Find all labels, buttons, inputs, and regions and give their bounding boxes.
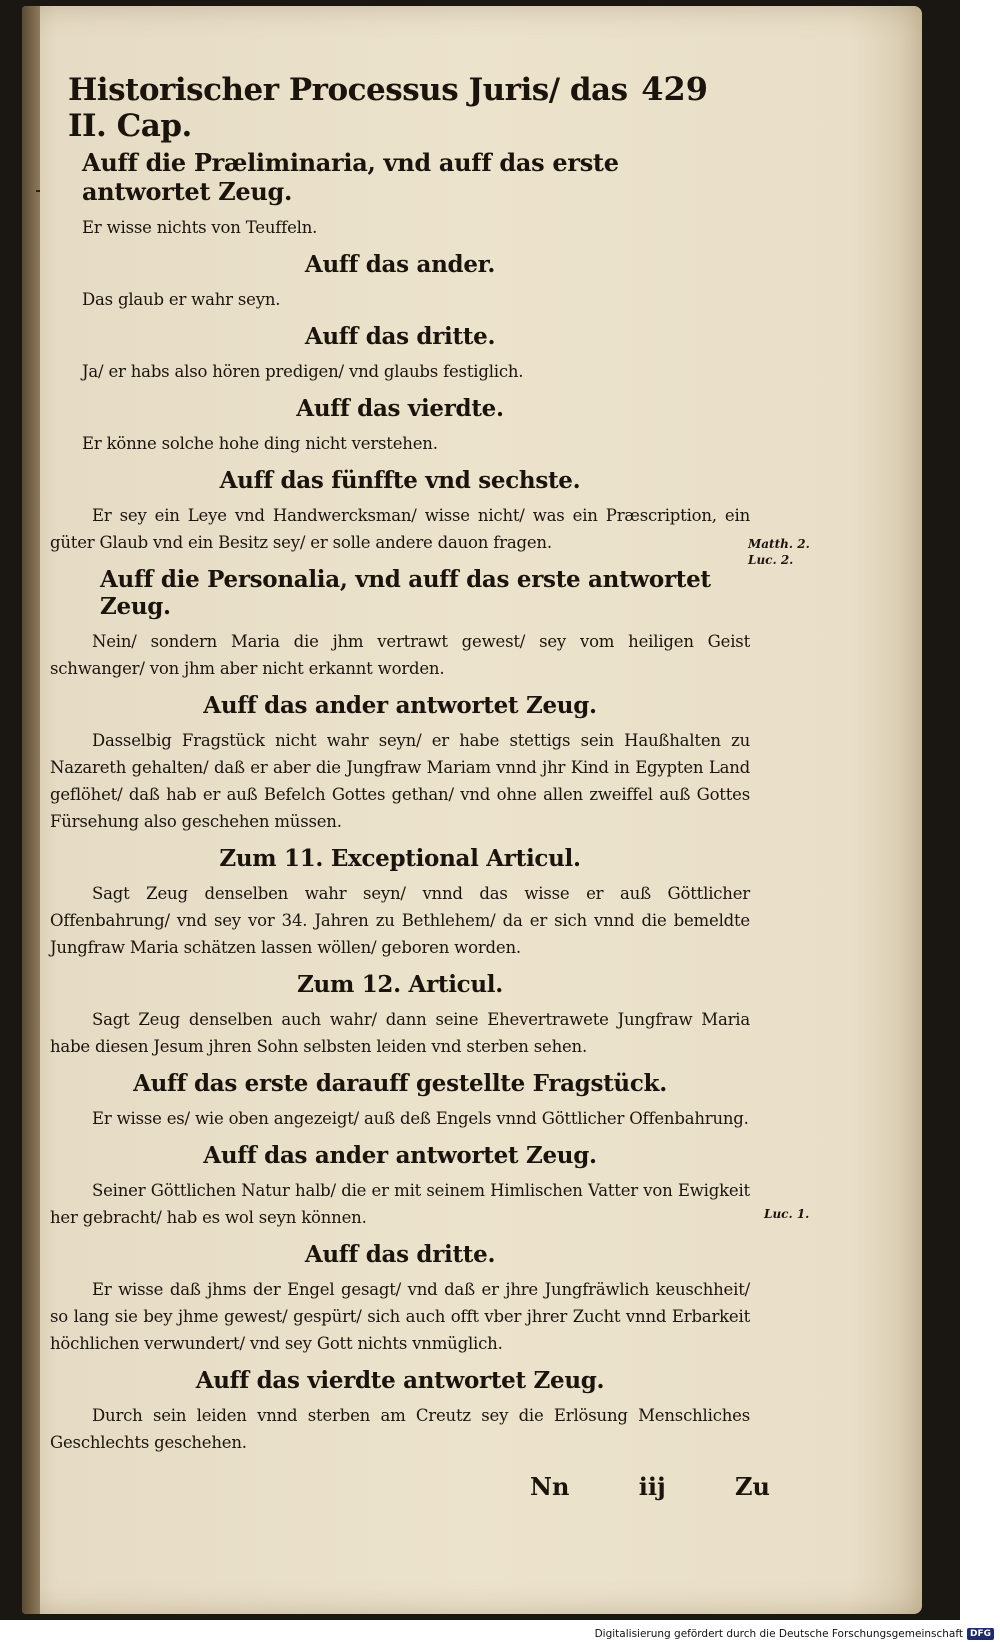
- paragraph: Er wisse es/ wie oben angezeigt/ auß deß Engels vnnd Göttlicher Offenbahrung.: [92, 1109, 749, 1128]
- paragraph: Nein/ sondern Maria die jhm vertrawt gewest/ sey vom heiligen Geist schwanger/ von jhm aber nicht erkannt worden.: [50, 632, 750, 678]
- dfg-logo: DFG: [967, 1628, 994, 1640]
- page-number: 429: [641, 70, 708, 108]
- paragraph: Er wisse nichts von Teuffeln.: [82, 218, 318, 237]
- signature-mark: Nn: [530, 1472, 570, 1501]
- section-heading: Auff das erste darauff gestellte Fragstück.: [133, 1070, 667, 1097]
- paragraph: Ja/ er habs also hören predigen/ vnd glaubs festiglich.: [82, 362, 524, 381]
- margin-note: Luc. 1.: [764, 1207, 810, 1221]
- paragraph: Er wisse daß jhms der Engel gesagt/ vnd daß er jhre Jungfräwlich keuschheit/ so lang sie bey jhme gewest/ gespürt/ sich auch offt vber jhrer Zucht vnnd Erbarkeit höchlichen verwundert/ vnd sey Gott nichts vnmüglich.: [50, 1280, 750, 1353]
- section-heading: Auff das vierdte antwortet Zeug.: [195, 1367, 605, 1394]
- margin-note: Matth. 2. Luc. 2.: [748, 537, 810, 567]
- section-heading: Auff das fünffte vnd sechste.: [219, 467, 581, 494]
- catchword: Zu: [735, 1472, 770, 1501]
- paragraph: Er sey ein Leye vnd Handwercksman/ wisse nicht/ was ein Præscription, ein güter Glaub vnd ein Besitz sey/ er solle andere dauon fragen.: [50, 506, 750, 552]
- page-text: [50, 70, 770, 1501]
- footer: [595, 1628, 994, 1640]
- paragraph: Dasselbig Fragstück nicht wahr seyn/ er habe stettigs sein Haußhalten zu Nazareth gehalten/ daß er aber die Jungfraw Mariam vnnd jhr Kind in Egypten Land geflöhet/ daß hab er auß Befelch Gottes gethan/ vnd ohne allen zweiffel auß Gottes Fürsehung also geschehen müssen.: [50, 731, 750, 831]
- paragraph: Seiner Göttlichen Natur halb/ die er mit seinem Himlischen Vatter von Ewigkeit her gebracht/ hab es wol seyn können.: [50, 1181, 750, 1227]
- footer-text: Digitalisierung gefördert durch die Deutsche Forschungsgemeinschaft: [594, 1628, 963, 1640]
- section-heading: Auff das ander.: [304, 251, 496, 278]
- signature-number: iij: [638, 1472, 666, 1501]
- running-title: Historischer Processus Juris/ das II. Cap.: [68, 72, 628, 144]
- paragraph: Sagt Zeug denselben wahr seyn/ vnnd das wisse er auß Göttlicher Offenbahrung/ vnd sey vor 34. Jahren zu Bethlehem/ da er sich vnnd die bemeldte Jungfraw Maria schätzen lassen wöllen/ geboren worden.: [50, 884, 750, 957]
- catchwords: [530, 1472, 770, 1501]
- section-heading: Auff das vierdte.: [296, 395, 504, 422]
- paragraph: Er könne solche hohe ding nicht verstehen.: [82, 434, 438, 453]
- section-heading: Auff die Personalia, vnd auff das erste antwortet Zeug.: [100, 566, 711, 620]
- section-heading: Zum 11. Exceptional Articul.: [219, 845, 581, 872]
- ink-mark: [36, 190, 40, 192]
- section-heading: Auff das ander antwortet Zeug.: [203, 1142, 597, 1169]
- section-heading: Auff das ander antwortet Zeug.: [203, 692, 597, 719]
- paragraph: Sagt Zeug denselben auch wahr/ dann seine Ehevertrawete Jungfraw Maria habe diesen Jesum jhren Sohn selbsten leiden vnd sterben sehen.: [50, 1010, 750, 1056]
- paragraph: Das glaub er wahr seyn.: [82, 290, 281, 309]
- paragraph: Durch sein leiden vnnd sterben am Creutz sey die Erlösung Menschliches Geschlechts geschehen.: [50, 1406, 750, 1452]
- section-heading: Auff das dritte.: [304, 323, 496, 350]
- running-head: [68, 70, 708, 144]
- section-heading: Auff die Præliminaria, vnd auff das erste antwortet Zeug.: [82, 148, 619, 206]
- section-heading: Auff das dritte.: [304, 1241, 496, 1268]
- book-spine: [22, 6, 40, 1614]
- section-heading: Zum 12. Articul.: [297, 971, 503, 998]
